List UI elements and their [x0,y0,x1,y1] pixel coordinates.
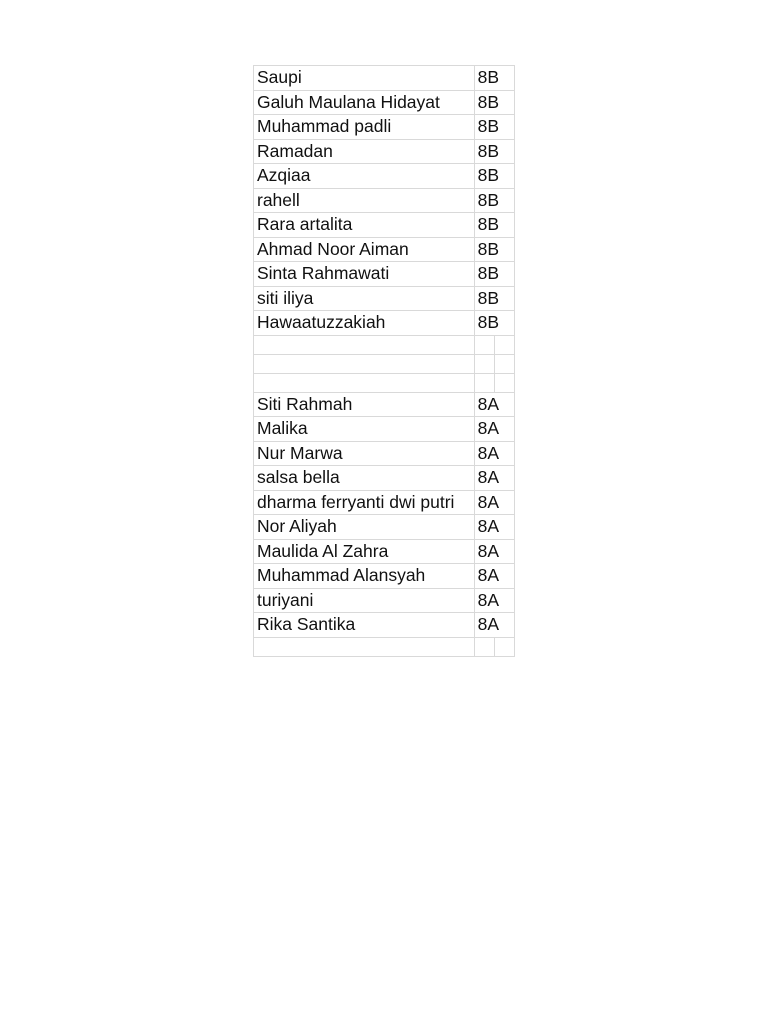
class-cell[interactable]: 8B [474,311,514,336]
class-cell[interactable]: 8A [474,441,514,466]
table-row [254,311,515,336]
empty-cell[interactable] [474,335,495,354]
class-cell[interactable]: 8B [474,262,514,287]
class-cell[interactable]: 8A [474,417,514,442]
class-cell[interactable]: 8B [474,90,514,115]
empty-cell[interactable] [495,637,515,656]
empty-row [254,637,515,656]
student-name-cell[interactable]: Muhammad padli [254,115,475,140]
table-row [254,286,515,311]
student-name-cell[interactable]: Rika Santika [254,613,475,638]
table-row [254,490,515,515]
student-name-cell[interactable]: Rara artalita [254,213,475,238]
student-name-cell[interactable]: siti iliya [254,286,475,311]
student-name-cell[interactable]: Azqiaa [254,164,475,189]
class-cell[interactable]: 8B [474,66,514,91]
table-row [254,164,515,189]
class-cell[interactable]: 8B [474,115,514,140]
class-cell[interactable]: 8A [474,466,514,491]
empty-cell[interactable] [495,373,515,392]
class-cell[interactable]: 8B [474,139,514,164]
class-cell[interactable]: 8A [474,490,514,515]
empty-cell[interactable] [495,354,515,373]
empty-cell[interactable] [254,637,475,656]
table-row [254,262,515,287]
table-row [254,515,515,540]
table-row [254,588,515,613]
student-name-cell[interactable]: turiyani [254,588,475,613]
student-name-cell[interactable]: Nor Aliyah [254,515,475,540]
empty-cell[interactable] [254,335,475,354]
student-name-cell[interactable]: rahell [254,188,475,213]
class-cell[interactable]: 8A [474,588,514,613]
table-row [254,564,515,589]
table-row [254,115,515,140]
student-name-cell[interactable]: Maulida Al Zahra [254,539,475,564]
empty-row [254,373,515,392]
student-name-cell[interactable]: Sinta Rahmawati [254,262,475,287]
table-row [254,441,515,466]
student-name-cell[interactable]: Hawaatuzzakiah [254,311,475,336]
table-row [254,90,515,115]
student-name-cell[interactable]: Siti Rahmah [254,392,475,417]
empty-cell[interactable] [474,637,495,656]
class-cell[interactable]: 8A [474,392,514,417]
class-cell[interactable]: 8A [474,613,514,638]
class-cell[interactable]: 8A [474,564,514,589]
class-cell[interactable]: 8B [474,164,514,189]
empty-cell[interactable] [495,335,515,354]
table-body [254,66,515,657]
empty-cell[interactable] [254,373,475,392]
table-row [254,539,515,564]
student-name-cell[interactable]: dharma ferryanti dwi putri [254,490,475,515]
student-name-cell[interactable]: salsa bella [254,466,475,491]
empty-row [254,354,515,373]
student-class-table [253,65,515,657]
table-row [254,213,515,238]
table-row [254,139,515,164]
class-cell[interactable]: 8A [474,515,514,540]
student-name-cell[interactable]: Ramadan [254,139,475,164]
table-row [254,66,515,91]
empty-cell[interactable] [254,354,475,373]
table-row [254,417,515,442]
empty-cell[interactable] [474,354,495,373]
table-row [254,392,515,417]
table-row [254,188,515,213]
empty-cell[interactable] [474,373,495,392]
table-row [254,466,515,491]
student-name-cell[interactable]: Saupi [254,66,475,91]
student-name-cell[interactable]: Nur Marwa [254,441,475,466]
empty-row [254,335,515,354]
student-name-cell[interactable]: Muhammad Alansyah [254,564,475,589]
table-row [254,613,515,638]
student-name-cell[interactable]: Ahmad Noor Aiman [254,237,475,262]
class-cell[interactable]: 8B [474,286,514,311]
table-row [254,237,515,262]
class-cell[interactable]: 8B [474,188,514,213]
student-name-cell[interactable]: Malika [254,417,475,442]
class-cell[interactable]: 8A [474,539,514,564]
class-cell[interactable]: 8B [474,213,514,238]
student-name-cell[interactable]: Galuh Maulana Hidayat [254,90,475,115]
class-cell[interactable]: 8B [474,237,514,262]
